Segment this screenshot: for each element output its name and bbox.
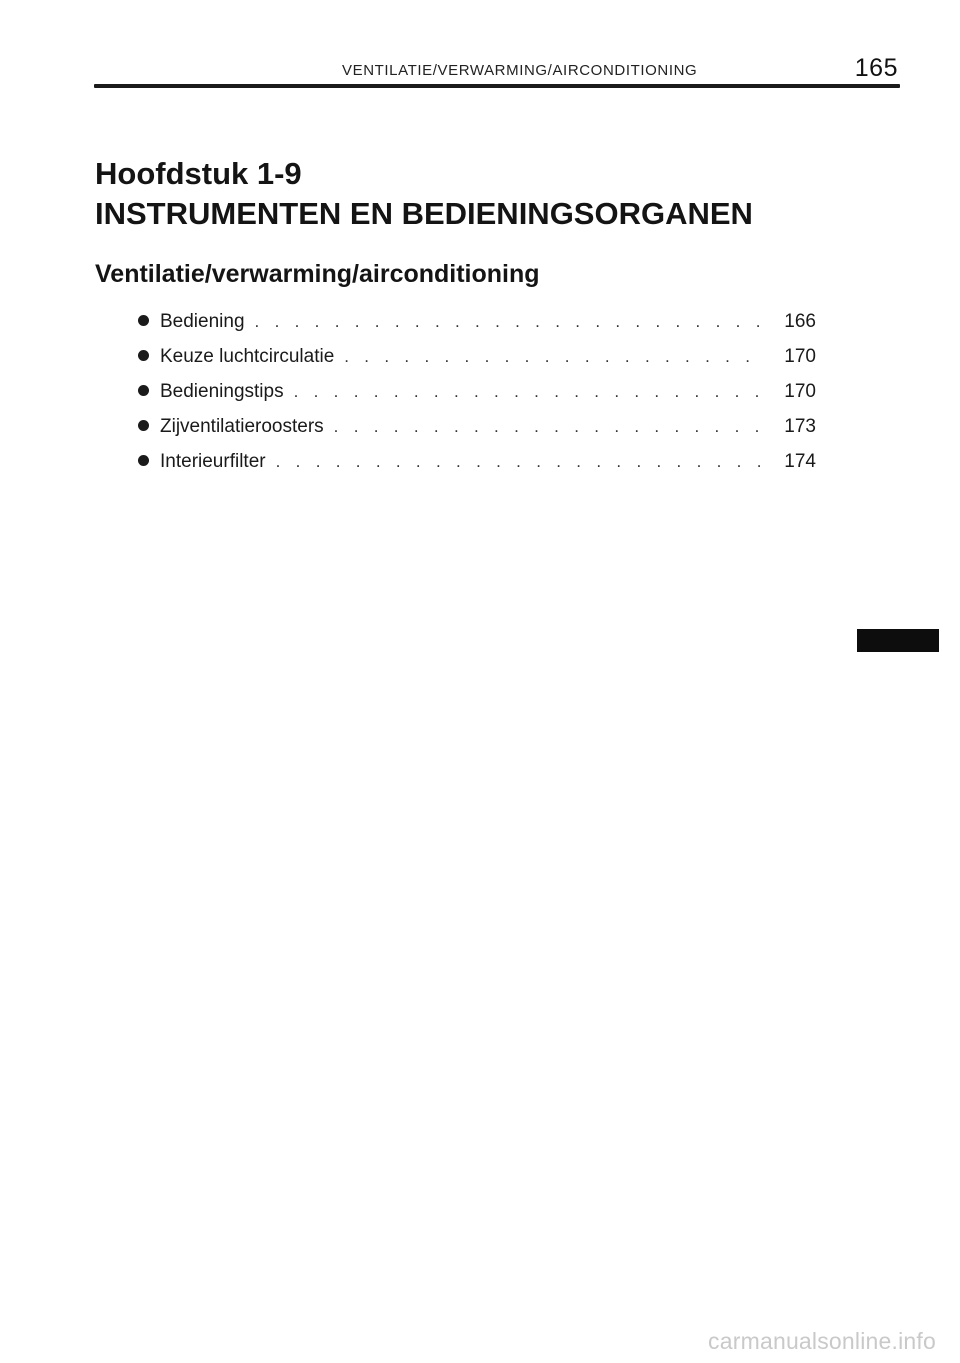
toc-entry-label: Keuze luchtcirculatie [160,346,335,367]
dot-leader [276,452,762,472]
toc-entry-label: Interieurfilter [160,451,266,472]
section-title: Ventilatie/verwarming/airconditioning [95,260,540,288]
header-rule [94,84,900,88]
dot-leader [294,382,762,402]
toc-entry-page: 166 [784,311,816,332]
toc-entry-bediening[interactable] [138,311,816,346]
toc-entry-page: 174 [784,451,816,472]
bullet-icon [138,385,149,396]
bullet-icon [138,350,149,361]
running-title: VENTILATIE/VERWARMING/AIRCONDITIONING [342,62,698,79]
toc-entry-label: Bediening [160,311,245,332]
toc-entry-page: 170 [784,346,816,367]
toc-entry-label: Zijventilatieroosters [160,416,324,437]
toc-entry-page: 170 [784,381,816,402]
dot-leader [334,417,762,437]
table-of-contents [138,311,816,486]
dot-leader [344,347,762,367]
bullet-icon [138,455,149,466]
bullet-icon [138,420,149,431]
toc-entry-label: Bedieningstips [160,381,284,402]
chapter-label: Hoofdstuk 1-9 [95,156,302,191]
toc-entry-interieurfilter[interactable] [138,451,816,486]
page-number: 165 [854,54,898,82]
chapter-title: INSTRUMENTEN EN BEDIENINGSORGANEN [95,196,753,231]
toc-entry-keuze-luchtcirculatie[interactable] [138,346,816,381]
toc-entry-zijventilatieroosters[interactable] [138,416,816,451]
dot-leader [255,312,762,332]
watermark: carmanualsonline.info [708,1328,936,1354]
running-header [94,56,900,86]
toc-entry-bedieningstips[interactable] [138,381,816,416]
toc-entry-page: 173 [784,416,816,437]
bullet-icon [138,315,149,326]
thumb-index-tab [857,629,939,652]
